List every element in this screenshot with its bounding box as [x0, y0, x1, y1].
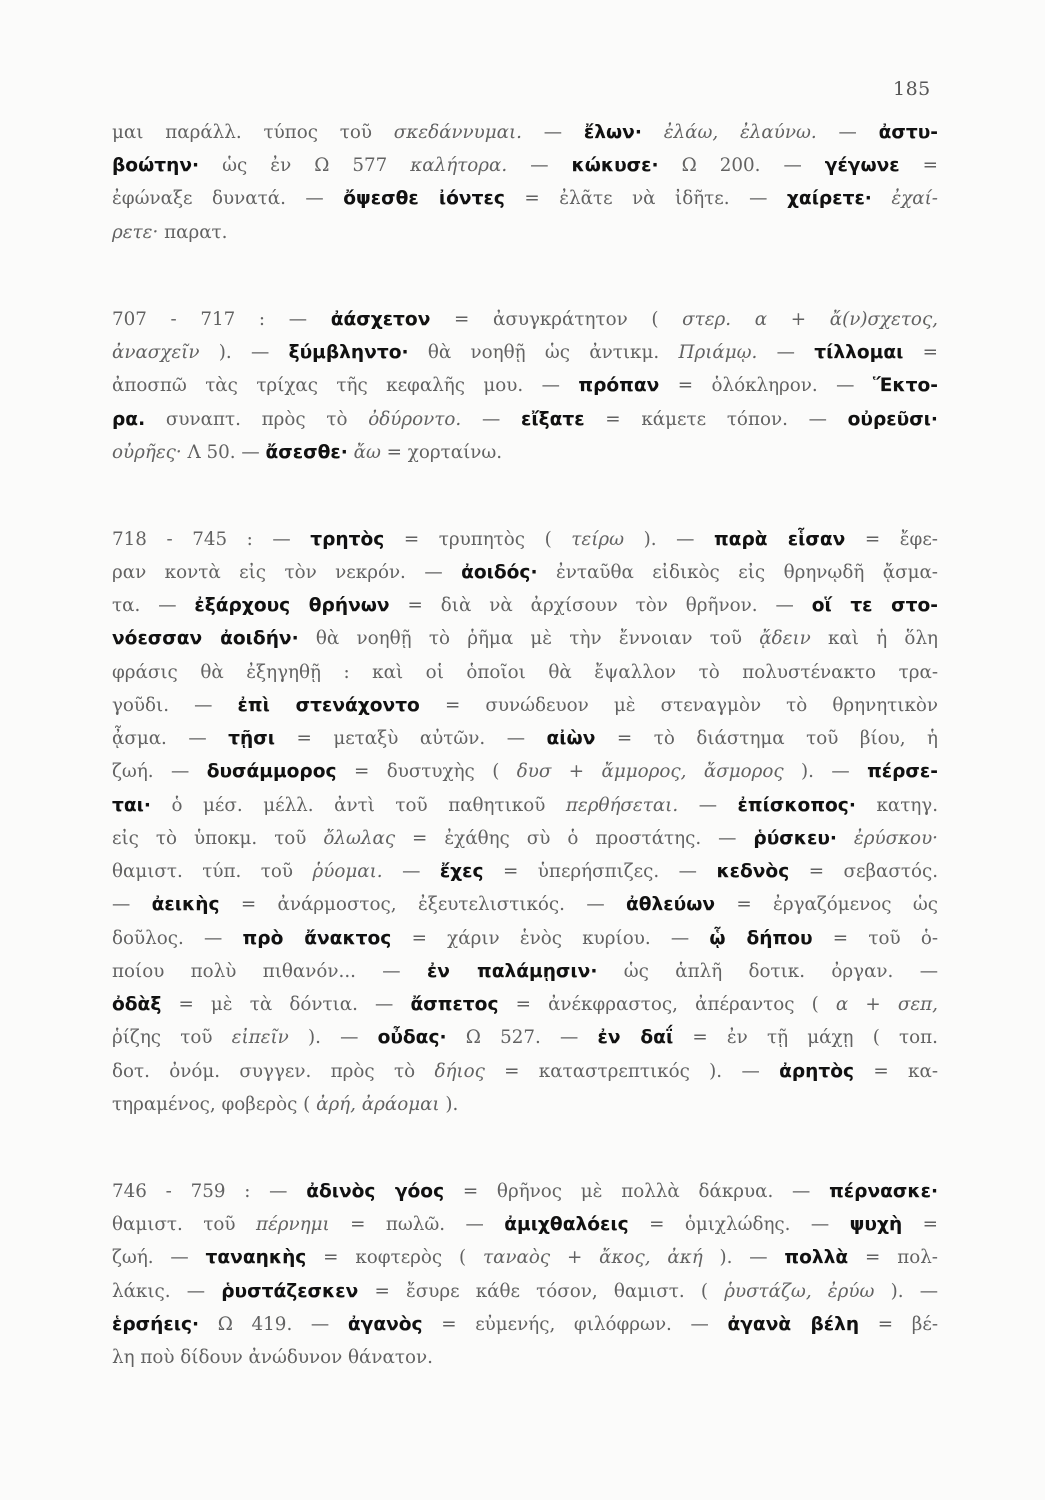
gloss-text: ᾆσμα. —	[112, 728, 229, 749]
bold-term: τρητὸς	[310, 529, 385, 550]
italic-text: ἀρή, ἀράομαι	[316, 1094, 440, 1115]
bold-term: ἀγανὰ βέλη	[727, 1314, 860, 1335]
gloss-text: = χορταίνω.	[380, 442, 503, 463]
italic-text: ἐλάω, ἐλαύνω.	[663, 122, 817, 143]
gloss-text: = ἐν τῇ μάχῃ ( τοπ.	[673, 1027, 938, 1048]
gloss-text: ῥίζης τοῦ	[112, 1027, 232, 1048]
gloss-text: = ἔσυρε κάθε τόσον, θαμιστ. (	[358, 1281, 725, 1302]
bold-term: ἄσεσθε·	[265, 442, 348, 463]
gloss-text: = θρῆνος μὲ πολλὰ δάκρυα. —	[444, 1181, 830, 1202]
gloss-text: =	[903, 342, 938, 363]
text-line	[112, 727, 938, 751]
bold-term: ἀγανὸς	[347, 1314, 423, 1335]
gloss-text: = τρυπητὸς (	[384, 529, 572, 550]
text-line	[112, 1313, 938, 1337]
gloss-text: = σεβαστός.	[789, 861, 939, 882]
gloss-text: = διὰ νὰ ἀρχίσουν τὸν θρῆνον. —	[389, 595, 812, 616]
bold-term: ἀεικὴς	[151, 894, 220, 915]
bold-term: ψυχὴ	[849, 1214, 903, 1235]
gloss-text: —	[816, 122, 879, 143]
text-line	[112, 760, 938, 784]
text-line	[112, 1213, 938, 1237]
gloss-text: ὡς ἁπλῆ δοτικ. ὀργαν. —	[597, 961, 938, 982]
gloss-text: = ἐλᾶτε νὰ ἰδῆτε. —	[504, 188, 787, 209]
text-line	[112, 1060, 938, 1084]
gloss-text: δοτ. ὀνόμ. συγγεν. πρὸς τὸ	[112, 1061, 435, 1082]
bold-term: αἰὼν	[546, 728, 596, 749]
italic-text: ἐχαί-	[891, 188, 938, 209]
text-line	[112, 154, 938, 178]
italic-text: ῥυστάζω, ἐρύω	[724, 1281, 875, 1302]
gloss-text: 707 - 717 : —	[112, 309, 331, 330]
text-line	[112, 1346, 433, 1370]
gloss-text: τηραμένος, φοβερὸς (	[112, 1094, 317, 1115]
text-line	[112, 528, 938, 552]
gloss-text: ἐνταῦθα εἰδικὸς εἰς θρηνῳδῆ ᾄσμα-	[537, 562, 938, 583]
italic-text: δυσ + ἄμμορος, ἄσμορος	[516, 761, 784, 782]
italic-text: ῥύομαι.	[312, 861, 383, 882]
bold-term: τῇσι	[228, 728, 275, 749]
gloss-text: = ἐργαζόμενος ὡς	[715, 894, 939, 915]
gloss-text: δοῦλος. —	[112, 928, 243, 949]
text-line	[112, 341, 938, 365]
bold-term: πρὸ ἄνακτος	[242, 928, 392, 949]
bold-term: ἀάσχετον	[330, 309, 431, 330]
gloss-text: ποίου πολὺ πιθανόν... —	[112, 961, 427, 982]
bold-term: πέρνασκε·	[829, 1181, 939, 1202]
italic-text: σκεδάννυμαι.	[393, 122, 522, 143]
bold-term: χαίρετε·	[786, 188, 872, 209]
gloss-text: —	[678, 795, 738, 816]
gloss-text: λη ποὺ δίδουν ἀνώδυνον θάνατον.	[112, 1347, 433, 1368]
gloss-text: ὡς ἐν Ω 577	[199, 155, 411, 176]
text-line	[112, 221, 228, 245]
gloss-text: —	[382, 861, 440, 882]
text-line	[112, 794, 938, 818]
bold-term: Ἕκτο-	[872, 375, 938, 396]
gloss-text: καὶ ἡ ὅλη	[810, 628, 938, 649]
bold-term: ἐν παλάμῃσιν·	[426, 961, 598, 982]
italic-text: περθήσεται.	[565, 795, 679, 816]
bold-term: ρα.	[112, 409, 146, 430]
gloss-text: = ὑπερήσπιζες. —	[483, 861, 717, 882]
gloss-text: ). —	[783, 761, 868, 782]
bold-term: βοώτην·	[112, 155, 200, 176]
bold-term: πρόπαν	[578, 375, 660, 396]
text-line	[112, 121, 938, 145]
gloss-text: = ἔφε-	[845, 529, 938, 550]
gloss-text: Ω 419. —	[199, 1314, 348, 1335]
gloss-text: = συνώδευον μὲ στεναγμὸν τὸ θρηνητικὸν	[419, 695, 939, 716]
text-line	[112, 627, 938, 651]
gloss-text: = πωλῶ. —	[329, 1214, 505, 1235]
bold-term: ἀοιδός·	[461, 562, 538, 583]
bold-term: ται·	[112, 795, 151, 816]
gloss-text: γοῦδι. —	[112, 695, 238, 716]
italic-text: ταναὸς + ἄκος, ἀκή	[482, 1247, 703, 1268]
text-line	[112, 561, 938, 585]
bold-term: πέρσε-	[867, 761, 938, 782]
bold-term: ἐξάρχους θρήνων	[194, 595, 390, 616]
bold-term: πολλὰ	[784, 1247, 849, 1268]
gloss-text: = ἀσυγκράτητον (	[430, 309, 683, 330]
gloss-text: Ω 527. —	[446, 1027, 598, 1048]
gloss-text: = τὸ διάστημα τοῦ βίου, ἡ	[595, 728, 939, 749]
gloss-text: θαμιστ. τοῦ	[112, 1214, 256, 1235]
gloss-text: = δυστυχὴς (	[336, 761, 517, 782]
bold-term: οὖδας·	[377, 1027, 447, 1048]
text-line	[112, 187, 938, 211]
gloss-text: ). —	[702, 1247, 785, 1268]
gloss-text: = εὐμενής, φιλόφρων. —	[422, 1314, 728, 1335]
gloss-text: εἰς τὸ ὑποκμ. τοῦ	[112, 828, 324, 849]
gloss-text: = μεταξὺ αὐτῶν. —	[275, 728, 547, 749]
gloss-text: ὁ μέσ. μέλλ. ἀντὶ τοῦ παθητικοῦ	[150, 795, 566, 816]
bold-term: δυσάμμορος	[206, 761, 337, 782]
italic-text: ἄω	[353, 442, 381, 463]
gloss-text: λάκις. —	[112, 1281, 222, 1302]
text-line	[112, 694, 938, 718]
gloss-text: —	[112, 894, 152, 915]
bold-term: ἀθλεύων	[625, 894, 716, 915]
gloss-text: ἐφώναξε δυνατά. —	[112, 188, 344, 209]
gloss-text: = ὁμιχλώδης. —	[628, 1214, 850, 1235]
gloss-text: —	[507, 155, 572, 176]
gloss-text: = κοφτερὸς (	[306, 1247, 483, 1268]
italic-text: οὐρῆες·	[112, 442, 182, 463]
text-line	[112, 1026, 938, 1050]
gloss-text: = ἀνέκφραστος, ἀπέραντος (	[498, 994, 836, 1015]
gloss-text: Ω 200. —	[658, 155, 825, 176]
bold-term: ἀρητὸς	[779, 1061, 855, 1082]
text-line	[112, 893, 938, 917]
text-line	[112, 1093, 458, 1117]
text-line	[112, 661, 938, 685]
bold-term: τίλλομαι	[814, 342, 904, 363]
gloss-text	[642, 122, 664, 143]
gloss-text: —	[461, 409, 521, 430]
gloss-text: φράσις θὰ ἐξηγηθῇ : καὶ οἱ ὁποῖοι θὰ ἔψαλλον τὸ πολυστένακτο τρα-	[112, 662, 938, 683]
bold-term: ῥυστάζεσκεν	[221, 1281, 359, 1302]
gloss-text: κατηγ.	[855, 795, 939, 816]
gloss-text: = ὁλόκληρον. —	[659, 375, 873, 396]
bold-term: γέγωνε	[824, 155, 900, 176]
gloss-text: 746 - 759 : —	[112, 1181, 307, 1202]
text-line	[112, 374, 938, 398]
gloss-text: = κάμετε τόπον. —	[584, 409, 848, 430]
text-line	[112, 1180, 938, 1204]
gloss-text: ). —	[199, 342, 289, 363]
gloss-text: —	[757, 342, 815, 363]
italic-text: ἀνασχεῖν	[112, 342, 200, 363]
bold-term: κεδνὸς	[716, 861, 790, 882]
gloss-text: θὰ νοηθῇ ὡς ἀντικμ.	[408, 342, 679, 363]
text-line	[112, 927, 938, 951]
gloss-text: —	[521, 122, 584, 143]
bold-term: ἄσπετος	[410, 994, 499, 1015]
bold-term: ἑρσήεις·	[112, 1314, 200, 1335]
gloss-text: = μὲ τὰ δόντια. —	[161, 994, 411, 1015]
text-line	[112, 1246, 938, 1270]
page-number: 185	[893, 78, 931, 100]
bold-term: οὐρεῦσι·	[847, 409, 938, 430]
text-line	[112, 594, 938, 618]
gloss-text: = βέ-	[859, 1314, 939, 1335]
text-line	[112, 1280, 938, 1304]
gloss-text: 718 - 745 : —	[112, 529, 311, 550]
gloss-text: =	[902, 1214, 938, 1235]
bold-term: ἐπίσκοπος·	[737, 795, 856, 816]
bold-term: ἐπὶ στενάχοντο	[237, 695, 420, 716]
bold-term: ὀδὰξ	[112, 994, 162, 1015]
gloss-text: θαμιστ. τύπ. τοῦ	[112, 861, 313, 882]
bold-term: ταναηκὴς	[205, 1247, 307, 1268]
text-line	[112, 827, 938, 851]
italic-text: Πριάμῳ.	[678, 342, 758, 363]
italic-text: πέρνημι	[255, 1214, 330, 1235]
italic-text: ᾄδειν	[759, 628, 811, 649]
gloss-text: ραν κοντὰ εἰς τὸν νεκρόν. —	[112, 562, 462, 583]
gloss-text: ). —	[624, 529, 714, 550]
italic-text: ὀδύροντο.	[368, 409, 462, 430]
italic-text: ρετε·	[112, 222, 159, 243]
gloss-text: = καταστρεπτικός ). —	[484, 1061, 780, 1082]
bold-term: ἔλων·	[583, 122, 642, 143]
italic-text: α + σεπ,	[835, 994, 938, 1015]
italic-text: ἐρύσκου·	[853, 828, 938, 849]
gloss-text: ζωή. —	[112, 761, 207, 782]
bold-term: ἀμιχθαλόεις	[504, 1214, 629, 1235]
gloss-text: ζωή. —	[112, 1247, 206, 1268]
bold-term: ῥύσκευ·	[753, 828, 837, 849]
bold-term: οἵ τε στο-	[811, 595, 938, 616]
gloss-text: = ἀνάρμοστος, ἐξευτελιστικός. —	[219, 894, 626, 915]
bold-term: ἀστυ-	[878, 122, 938, 143]
bold-term: νόεσσαν ἀοιδήν·	[112, 628, 299, 649]
italic-text: καλήτορα.	[410, 155, 508, 176]
gloss-text: θὰ νοηθῇ τὸ ῥῆμα μὲ τὴν ἔννοιαν τοῦ	[298, 628, 760, 649]
gloss-text: = πολ-	[848, 1247, 938, 1268]
gloss-text: = τοῦ ὁ-	[812, 928, 939, 949]
bold-term: ᾧ δήπου	[709, 928, 813, 949]
text-line	[112, 441, 502, 465]
gloss-text: ).	[439, 1094, 459, 1115]
text-line	[112, 860, 938, 884]
gloss-text: =	[899, 155, 938, 176]
text-line	[112, 408, 938, 432]
italic-text: εἰπεῖν	[231, 1027, 289, 1048]
text-line	[112, 308, 938, 332]
bold-term: εἴξατε	[520, 409, 585, 430]
bold-term: ἔχες	[439, 861, 484, 882]
gloss-text: συναπτ. πρὸς τὸ	[145, 409, 369, 430]
gloss-text: = ἐχάθης σὺ ὁ προστάτης. —	[395, 828, 754, 849]
italic-text: ὄλωλας	[323, 828, 396, 849]
text-line	[112, 993, 938, 1017]
bold-term: παρὰ εἷσαν	[713, 529, 846, 550]
bold-term: κώκυσε·	[571, 155, 659, 176]
bold-term: ἀδινὸς γόος	[306, 1181, 445, 1202]
italic-text: τείρω	[571, 529, 625, 550]
italic-text: στερ. α + ἄ(ν)σχετος,	[682, 309, 938, 330]
gloss-text	[837, 828, 854, 849]
gloss-text: = κα-	[854, 1061, 939, 1082]
gloss-text: ). —	[288, 1027, 378, 1048]
bold-term: ἐν δαΐ	[597, 1027, 674, 1048]
gloss-text: ἀποσπῶ τὰς τρίχας τῆς κεφαλῆς μου. —	[112, 375, 579, 396]
gloss-text: Λ 50. —	[181, 442, 266, 463]
gloss-text: παρατ.	[158, 222, 228, 243]
gloss-text: τα. —	[112, 595, 195, 616]
gloss-text: μαι παράλλ. τύπος τοῦ	[112, 122, 394, 143]
bold-term: ξύμβληντο·	[288, 342, 409, 363]
italic-text: δήιος	[434, 1061, 485, 1082]
gloss-text	[872, 188, 892, 209]
bold-term: ὄψεσθε ἰόντες	[343, 188, 505, 209]
gloss-text: ). —	[874, 1281, 938, 1302]
text-line	[112, 960, 938, 984]
gloss-text: = χάριν ἑνὸς κυρίου. —	[391, 928, 710, 949]
